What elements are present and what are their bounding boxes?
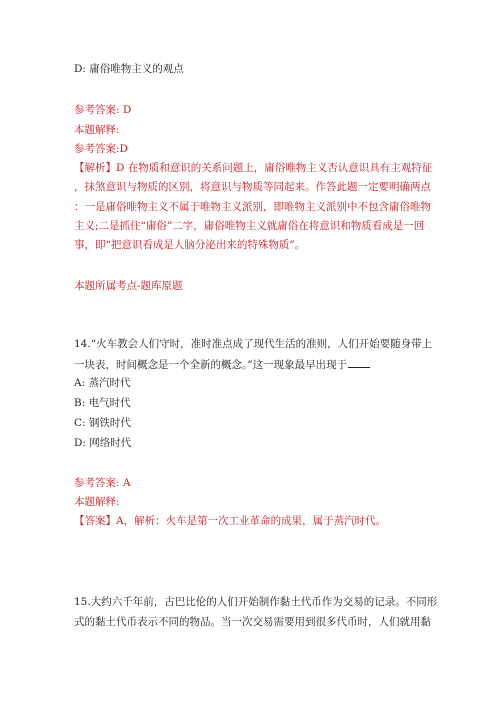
q13-analysis-label: 本题解释: (74, 124, 120, 136)
q14-stem-text-2: 一块表，时间概念是一个全新的概念。”这一现象最早出现于 (74, 359, 348, 371)
q13-explanation-tag: 【解析】 (74, 162, 116, 174)
q14-answer-blank (348, 357, 370, 368)
q14-answer-tag: 【答案】 (74, 515, 116, 527)
q14-stem-line-2 (74, 357, 370, 372)
q14-analysis-label: 本题解释: (74, 496, 120, 508)
q14-option-b: B: 电气时代 (74, 397, 131, 409)
q13-source: 本题所属考点-题库原题 (74, 280, 183, 292)
q15-stem-line-1: 15.大约六千年前，古巴比伦的人们开始制作黏土代币作为交易的记录。不同形 (74, 596, 438, 608)
q13-reference-answer-2: 参考答案:D (74, 143, 128, 155)
q13-explanation-text-1: D 在物质和意识的关系问题上，庸俗唯物主义否认意识具有主观特征 (116, 162, 433, 174)
q13-explanation-line-2: ，抹煞意识与物质的区别，将意识与物质等同起来。作答此题一定要明确两点 (74, 181, 431, 193)
q14-option-a: A: 蒸汽时代 (74, 377, 131, 389)
q13-explanation-line-4: 主义;二是抓住“庸俗”二字，庸俗唯物主义就庸俗在将意识和物质看成是一回 (74, 220, 425, 232)
q13-reference-answer: 参考答案: D (74, 104, 132, 116)
q14-option-c: C: 钢铁时代 (74, 417, 131, 429)
q13-explanation-line-3: ：一是庸俗唯物主义不属于唯物主义派别，即唯物主义派别中不包含庸俗唯物 (74, 201, 431, 213)
q15-stem-line-2: 式的黏土代币表示不同的物品。当一次交易需要用到很多代币时，人们就用黏 (74, 616, 431, 628)
q14-answer-text: A，解析：火车是第一次工业革命的成果，属于蒸汽时代。 (116, 515, 387, 527)
q13-option-d: D: 庸俗唯物主义的观点 (74, 63, 184, 75)
q14-stem-line-1: 14.“火车教会人们守时，准时准点成了现代生活的准则，人们开始要随身带上 (74, 338, 433, 350)
q14-option-d: D: 网络时代 (74, 437, 132, 449)
q14-answer-line (74, 515, 386, 528)
q14-reference-answer: 参考答案: A (74, 477, 131, 489)
q13-explanation-line-1 (74, 162, 432, 175)
q13-explanation-line-5: 事，即“把意识看成是人脑分泌出来的特殊物质”。 (74, 239, 306, 251)
